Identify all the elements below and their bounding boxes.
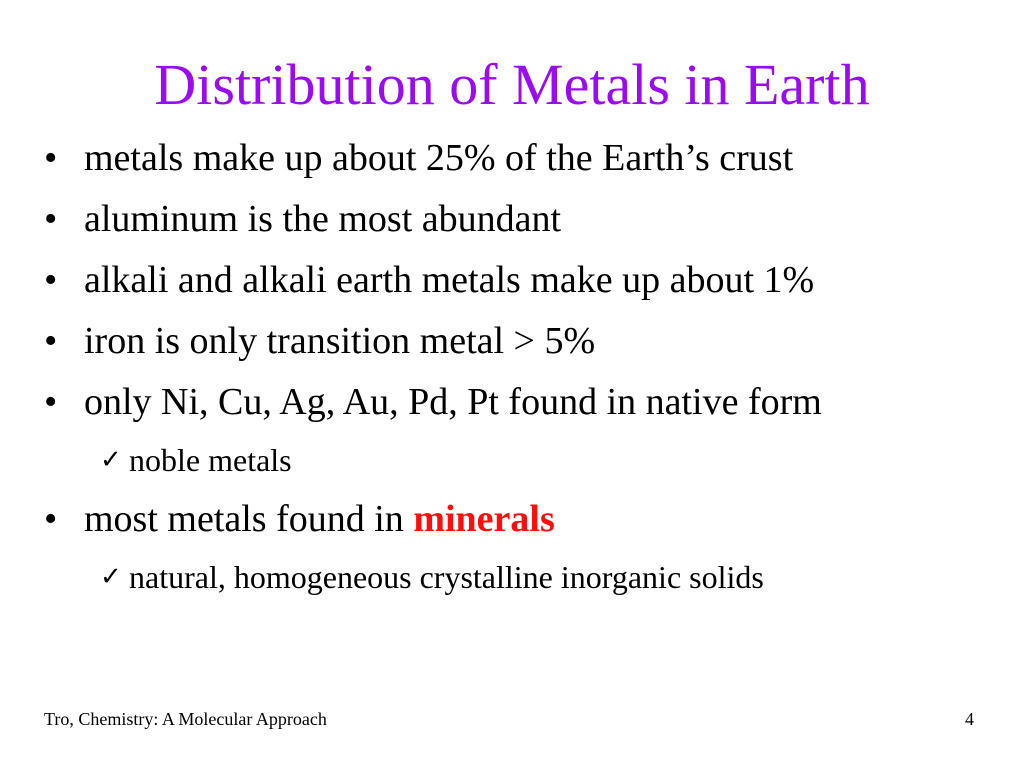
- bullet-text: metals make up about 25% of the Earth’s crust: [84, 137, 794, 179]
- bullet-dot-icon: •: [44, 498, 58, 540]
- bullet-text-prefix: most metals found in: [84, 498, 414, 540]
- sub-bullet-text: natural, homogeneous crystalline inorganic solids: [129, 559, 764, 595]
- bullet-item: [44, 191, 1004, 252]
- bullet-list: [44, 130, 1004, 608]
- bullet-text: iron is only transition metal > 5%: [84, 320, 596, 362]
- slide-title: Distribution of Metals in Earth: [154, 52, 870, 117]
- checkmark-icon: ✓: [100, 445, 122, 475]
- page-number: 4: [965, 709, 974, 729]
- sub-bullet-text: noble metals: [129, 442, 292, 478]
- sub-bullet-item: [44, 435, 1004, 491]
- bullet-text: [84, 491, 555, 547]
- bullet-text: alkali and alkali earth metals make up about 1%: [84, 259, 815, 301]
- bullet-item: [44, 130, 1004, 191]
- bullet-item: [44, 491, 1004, 552]
- footer-source: Tro, Chemistry: A Molecular Approach: [44, 709, 327, 729]
- bullet-dot-icon: •: [44, 259, 58, 301]
- checkmark-icon: ✓: [100, 562, 122, 592]
- bullet-dot-icon: •: [44, 137, 58, 179]
- bullet-dot-icon: •: [44, 198, 58, 240]
- bullet-text: only Ni, Cu, Ag, Au, Pd, Pt found in native form: [84, 381, 822, 423]
- bullet-item: [44, 313, 1004, 374]
- bullet-dot-icon: •: [44, 381, 58, 423]
- bullet-item: [44, 374, 1004, 435]
- sub-bullet-item: [44, 552, 1004, 608]
- bullet-dot-icon: •: [44, 320, 58, 362]
- bullet-text: aluminum is the most abundant: [84, 198, 562, 240]
- bullet-item: [44, 252, 1004, 313]
- highlighted-term: minerals: [413, 498, 555, 540]
